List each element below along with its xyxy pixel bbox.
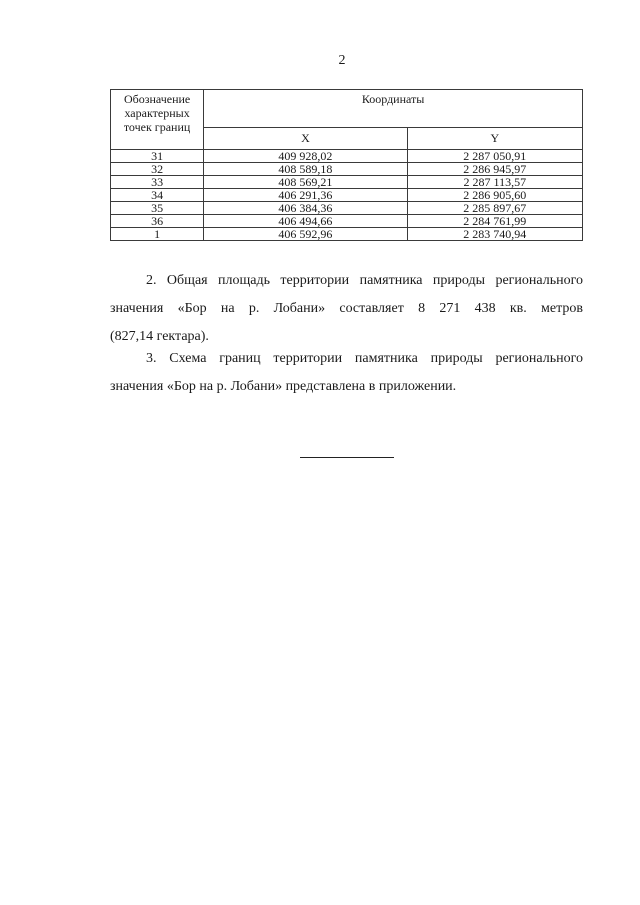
x-cell: 406 494,66 [204,215,407,228]
x-cell: 406 592,96 [204,228,407,241]
y-cell: 2 286 905,60 [407,189,582,202]
point-cell: 31 [111,150,204,163]
y-cell: 2 287 113,57 [407,176,582,189]
y-cell: 2 284 761,99 [407,215,582,228]
header-x: X [204,127,407,149]
closing-divider [300,457,394,458]
x-cell: 408 569,21 [204,176,407,189]
table-row [111,189,583,202]
header-y: Y [407,127,582,149]
paragraph-line: 3. Схема границ территории памятника природы регионального [146,351,583,366]
x-cell: 409 928,02 [204,150,407,163]
table-row [111,176,583,189]
paragraph-line: значения «Бор на р. Лобани» представлена в приложении. [110,379,457,394]
point-cell: 33 [111,176,204,189]
y-cell: 2 283 740,94 [407,228,582,241]
table-row [111,228,583,241]
table-row [111,150,583,163]
header-point-designation: Обозначение характерных точек границ [111,90,204,150]
x-cell: 406 291,36 [204,189,407,202]
x-cell: 408 589,18 [204,163,407,176]
paragraph-total-area [110,267,583,351]
page-number: 2 [338,53,346,68]
table-row [111,215,583,228]
y-cell: 2 286 945,97 [407,163,582,176]
point-cell: 36 [111,215,204,228]
point-cell: 34 [111,189,204,202]
y-cell: 2 285 897,67 [407,202,582,215]
paragraph-line: 2. Общая площадь территории памятника природы регионального [146,273,583,288]
paragraph-line: значения «Бор на р. Лобани» составляет 8 271 438 кв. метров [110,301,583,316]
coordinates-table [110,89,583,241]
table-row [111,163,583,176]
table-row [111,202,583,215]
point-cell: 32 [111,163,204,176]
paragraph-line: (827,14 гектара). [110,329,209,344]
point-cell: 1 [111,228,204,241]
header-coordinates: Координаты [204,90,583,128]
point-cell: 35 [111,202,204,215]
y-cell: 2 287 050,91 [407,150,582,163]
paragraph-boundary-scheme [110,345,583,401]
x-cell: 406 384,36 [204,202,407,215]
